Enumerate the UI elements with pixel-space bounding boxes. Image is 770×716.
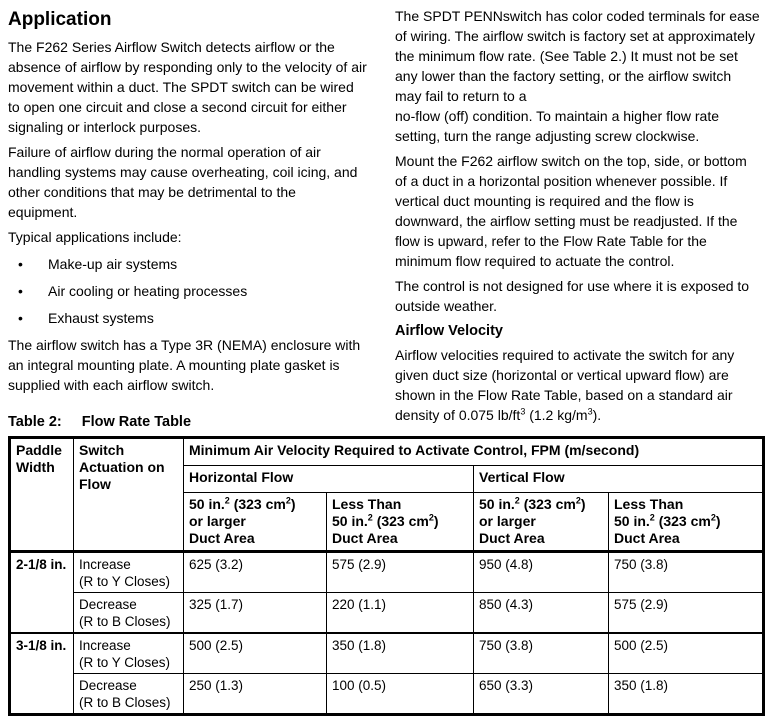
left-column: [8, 6, 368, 400]
header-vertical-flow: Vertical Flow: [474, 466, 764, 493]
cell-value: 750 (3.8): [474, 633, 609, 674]
header-vertical-less-duct: Less Than 50 in.$^2$ (323 $cm^2$) Duct Area: [609, 493, 764, 552]
cell-value: 100 (0.5): [327, 674, 474, 715]
cell-actuation: Decrease (R to B Closes): [74, 674, 184, 715]
superscript-squared: 2: [428, 512, 434, 523]
table-caption: [8, 413, 762, 431]
flow-rate-table: [8, 436, 765, 716]
cell-value: 850 (4.3): [474, 593, 609, 634]
cell-actuation: Decrease (R to B Closes): [74, 593, 184, 634]
bullet-icon: •: [18, 256, 23, 272]
table-header: [10, 438, 764, 552]
superscript-squared: 2: [575, 495, 581, 506]
section-heading-application: Application: [8, 9, 112, 30]
table-caption-title: Flow Rate Table: [81, 414, 192, 430]
list-item-label: Air cooling or heating processes: [48, 283, 248, 299]
paragraph-typical-applications: Typical applications include:: [8, 229, 182, 245]
cell-value: 325 (1.7): [184, 593, 327, 634]
header-paddle-width: Paddle Width: [10, 438, 74, 552]
superscript-squared: 2: [514, 495, 520, 506]
table-row: [10, 552, 764, 593]
paragraph-pennswitch-part2: no-flow (off) condition. To maintain a higher flow rate setting, turn the range adjusting screw clockwise.: [395, 108, 719, 144]
list-item: [18, 281, 368, 301]
paragraph-overview: The F262 Series Airflow Switch detects airflow or the absence of airflow by responding only to the velocity of air movement within a duct. The SPDT switch can be wired to open one circuit and close a second circuit for either signaling or interlock purposes.: [8, 39, 367, 135]
cell-value: 750 (3.8): [609, 552, 764, 593]
paragraph-velocity-part1: Airflow velocities required to activate the switch for any given duct size (horizontal or vertical upward flow) are shown in the Flow Rate Table, based on a standard air density of 0.075 lb/ft: [395, 347, 735, 423]
superscript-squared: 2: [285, 495, 291, 506]
list-item-label: Exhaust systems: [48, 310, 154, 326]
cell-value: 500 (2.5): [184, 633, 327, 674]
bullet-icon: •: [18, 310, 23, 326]
paragraph-pennswitch: [395, 6, 761, 146]
list-item: [18, 308, 368, 328]
superscript-squared: 2: [710, 512, 716, 523]
right-column: [395, 6, 761, 430]
cell-value: 950 (4.8): [474, 552, 609, 593]
header-switch-actuation: Switch Actuation on Flow: [74, 438, 184, 552]
cell-value: 250 (1.3): [184, 674, 327, 715]
header-min-air-velocity: Minimum Air Velocity Required to Activate Control, FPM (m/second): [184, 438, 764, 466]
bullet-icon: •: [18, 283, 23, 299]
table-row: [10, 593, 764, 634]
cell-paddle-width: 3-1/8 in.: [10, 633, 74, 715]
header-vertical-larger-duct: 50 in.$^2$ (323 $cm^2$) or larger Duct Area: [474, 493, 609, 552]
header-horizontal-flow: Horizontal Flow: [184, 466, 474, 493]
cell-actuation: Increase (R to Y Closes): [74, 633, 184, 674]
table-caption-label: Table 2:: [8, 414, 62, 430]
header-horizontal-larger-duct: 50 in.$^2$ (323 $cm^2$) or larger Duct Area: [184, 493, 327, 552]
paragraph-weather: The control is not designed for use where it is exposed to outside weather.: [395, 278, 750, 314]
cell-value: 350 (1.8): [609, 674, 764, 715]
cell-value: 500 (2.5): [609, 633, 764, 674]
table-row: [10, 633, 764, 674]
paragraph-enclosure: The airflow switch has a Type 3R (NEMA) enclosure with an integral mounting plate. A mounting plate gasket is supplied with each airflow switch.: [8, 337, 361, 393]
superscript-squared: 2: [224, 495, 230, 506]
table-row: [10, 674, 764, 715]
paragraph-mounting: Mount the F262 airflow switch on the top, side, or bottom of a duct in a horizontal position whenever possible. If vertical duct mounting is required and the flow is downward, the airflow setting must be readjusted. If the flow is upward, refer to the Flow Rate Table for the minimum flow required to actuate the control.: [395, 153, 747, 269]
cell-value: 625 (3.2): [184, 552, 327, 593]
superscript-squared: 2: [649, 512, 655, 523]
flow-rate-table-section: [8, 413, 762, 716]
superscript-cubed: 3: [587, 406, 593, 417]
paragraph-pennswitch-part1: The SPDT PENNswitch has color coded terminals for ease of wiring. The airflow switch is factory set at approximately the minimum flow rate. (See Table 2.) It must not be set any lower than the factory setting, or the airflow switch may fail to return to a: [395, 8, 760, 104]
superscript-cubed: 3: [520, 406, 526, 417]
cell-value: 350 (1.8): [327, 633, 474, 674]
cell-value: 575 (2.9): [609, 593, 764, 634]
cell-value: 650 (3.3): [474, 674, 609, 715]
paragraph-failure: Failure of airflow during the normal operation of air handling systems may cause overheating, coil icing, and other conditions that may be detrimental to the equipment.: [8, 144, 358, 220]
header-horizontal-less-duct: Less Than 50 in.$^2$ (323 $cm^2$) Duct Area: [327, 493, 474, 552]
section-heading-airflow-velocity: Airflow Velocity: [395, 323, 503, 339]
cell-value: 220 (1.1): [327, 593, 474, 634]
cell-paddle-width: 2-1/8 in.: [10, 552, 74, 634]
superscript-squared: 2: [367, 512, 373, 523]
cell-value: 575 (2.9): [327, 552, 474, 593]
list-item: [18, 254, 368, 274]
cell-actuation: Increase (R to Y Closes): [74, 552, 184, 593]
paragraph-velocity-part3: ).: [592, 407, 602, 423]
list-item-label: Make-up air systems: [48, 256, 178, 272]
paragraph-velocity-part2: (1.2 kg/m: [525, 407, 588, 423]
